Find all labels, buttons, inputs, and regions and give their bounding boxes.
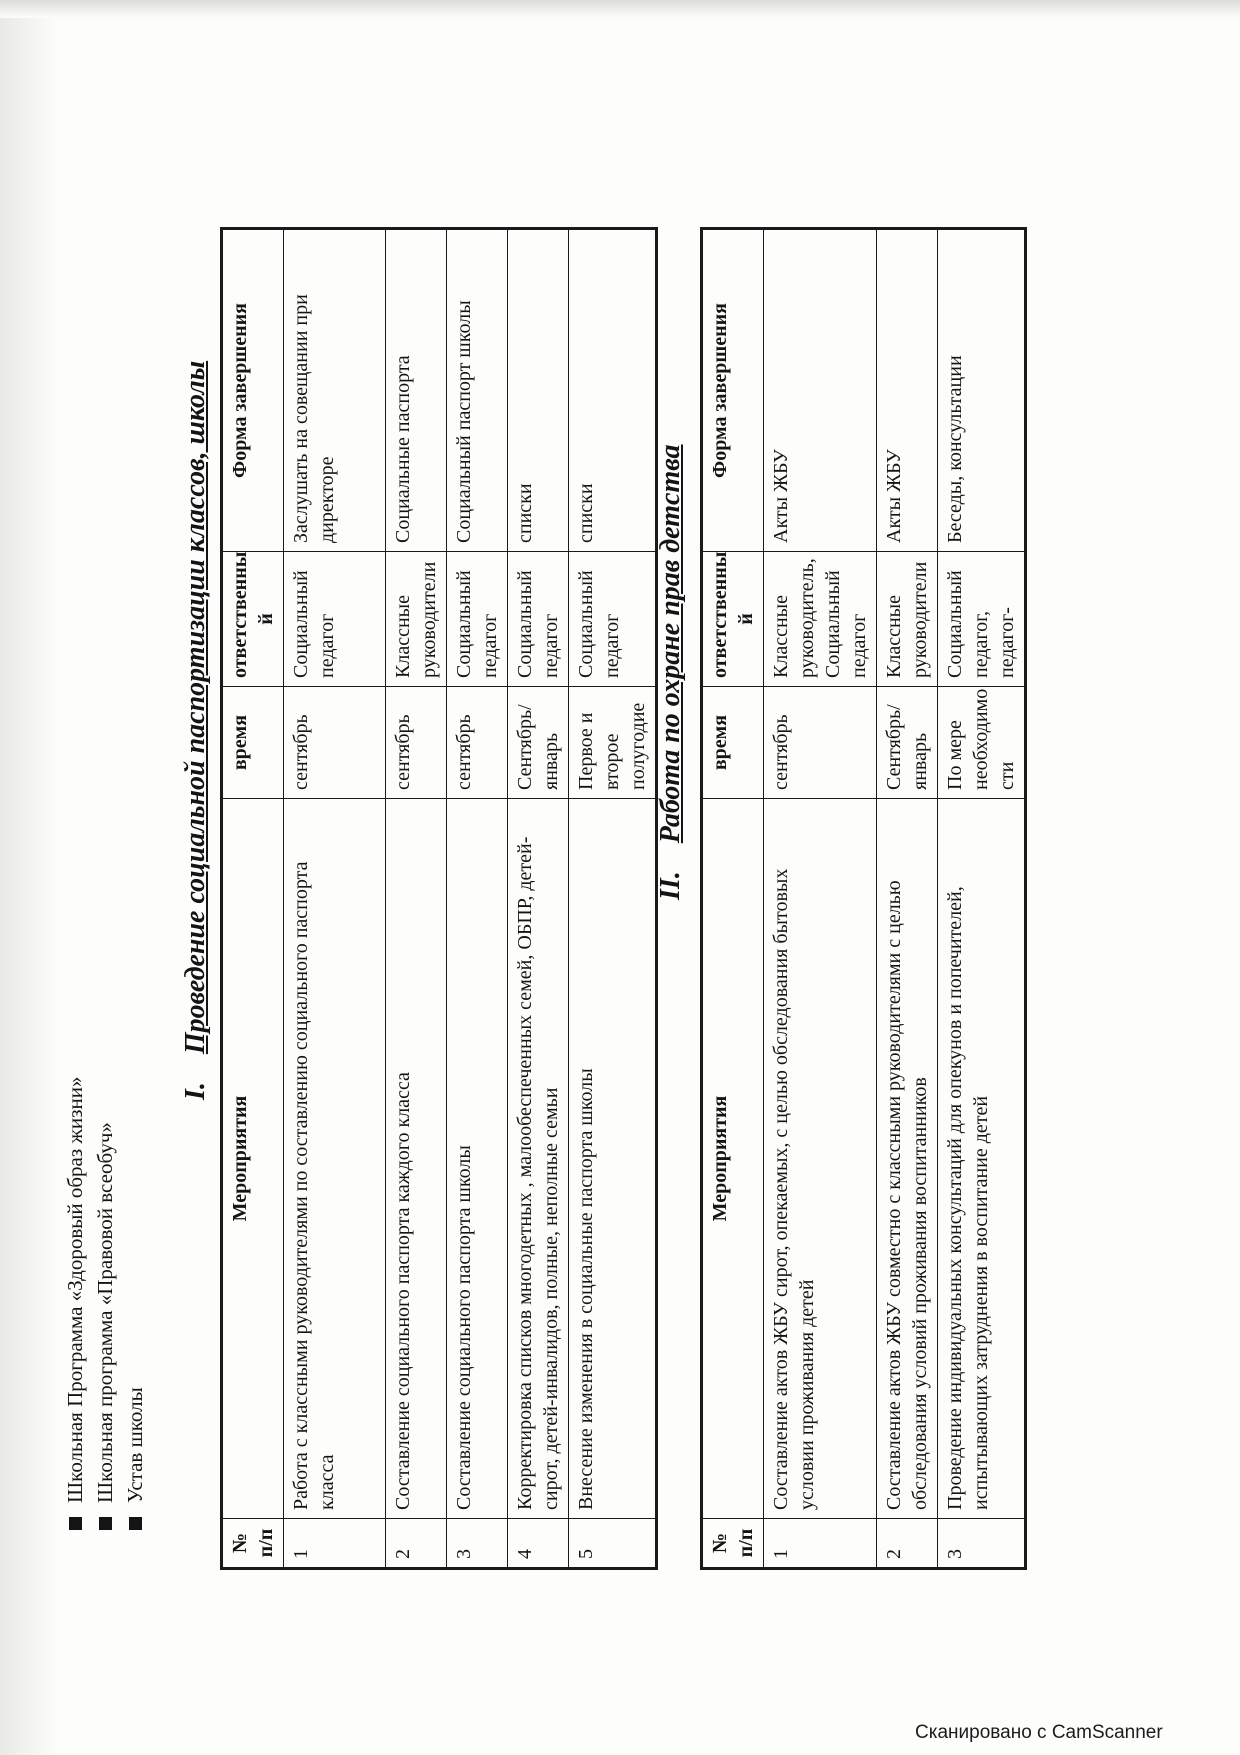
col-time-header: время [702,687,764,799]
section1-table [220,227,658,1570]
table-row: 4 Корректировка списков многодетных , малообеспеченных семей, ОБПР, детей-сирот, детей-инвалидов, полные, неполные семьи Сентябрь/ январь Социальный педагог списки [508,229,569,1569]
section1-title: I.Проведение социальной паспортизации классов, школы [180,360,211,1100]
bullet-item: Устав школы [120,1077,150,1530]
col-form-header: Форма завершения [702,229,764,552]
col-number-header: № п/п [702,1519,764,1569]
rotated-document [40,70,1100,1590]
bullet-list [60,1077,150,1530]
col-form-header: Форма завершения [222,229,284,552]
table-header-row [702,229,764,1569]
bullet-item: Школьная Программа «Здоровый образ жизни» [60,1077,90,1530]
section2-title: II.Работа по охране прав детства [655,444,686,900]
camscanner-footer: Сканировано с CamScanner [915,1722,1163,1743]
scan-top-shadow [0,0,1240,18]
table-header-row [222,229,284,1569]
table-row: 2 Составление социального паспорта каждого класса сентябрь Классные руководители Социальные паспорта [386,229,447,1569]
section2-table [700,227,1027,1570]
square-bullet-icon [69,1517,82,1530]
col-responsible-header: ответственны й [222,552,284,687]
col-responsible-header: ответственны й [702,552,764,687]
col-time-header: время [222,687,284,799]
square-bullet-icon [99,1517,112,1530]
table-row: 1 Работа с классными руководителями по составлению социального паспорта класса сентябрь Социальный педагог Заслушать на совещании при директоре [284,229,386,1569]
table-row: 5 Внесение изменения в социальные паспорта школы Первое и второе полугодие Социальный педагог списки [569,229,657,1569]
table-row: 2 Составление актов ЖБУ совместно с классными руководителями с целью обследования условий проживания воспитанников Сентябрь/ январь Классные руководители Акты ЖБУ [877,229,938,1569]
table-row: 1 Составление актов ЖБУ сирот, опекаемых, с целью обследования бытовых условии проживания детей сентябрь Классные руководитель, Социальный педагог Акты ЖБУ [764,229,877,1569]
table-row: 3 Проведение индивидуальных консультаций для опекунов и попечителей, испытывающих затруднения в воспитание детей По мере необходимо сти Социальный педагог, педагог- Беседы, консультации [938,229,1026,1569]
square-bullet-icon [129,1517,142,1530]
table-row: 3 Составление социального паспорта школы сентябрь Социальный педагог Социальный паспорт школы [447,229,508,1569]
bullet-item: Школьная программа «Правовой всеобуч» [90,1077,120,1530]
col-number-header: № п/п [222,1519,284,1569]
col-event-header: Мероприятия [702,799,764,1519]
col-event-header: Мероприятия [222,799,284,1519]
